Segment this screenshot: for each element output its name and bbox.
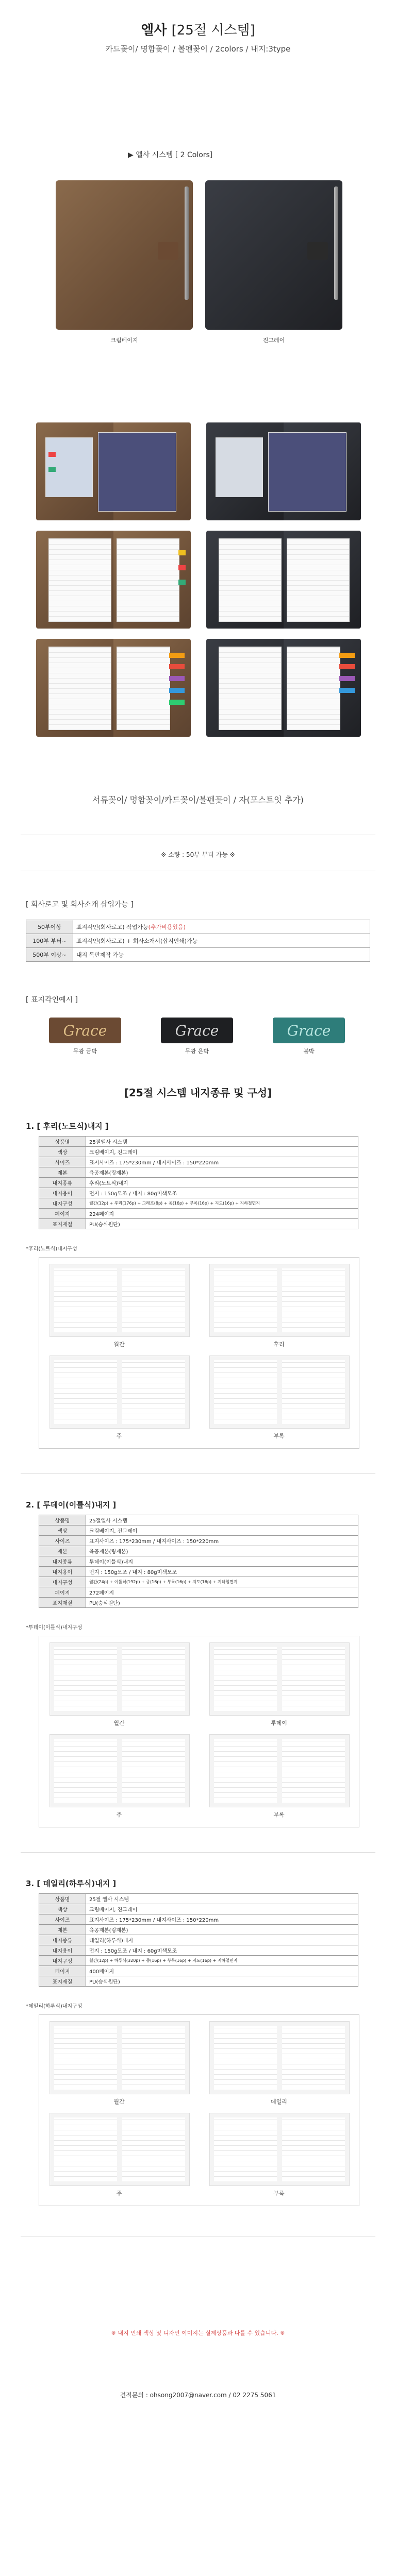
table-value: 25절엘사 시스템 (86, 1137, 358, 1147)
table-row (39, 1598, 358, 1608)
type-heading: 3. [ 데일리(하루식)내지 ] (26, 1879, 117, 1888)
planner-photo-beige (56, 180, 193, 330)
spec-table (39, 1893, 358, 1987)
table-key: 내지구성 (39, 1198, 86, 1209)
open-planner-photo (206, 531, 361, 629)
colors-section-label: ▶ 엘사 시스템 [ 2 Colors] (128, 151, 213, 159)
layout-sub-label: *투데이(이틀식)내지구성 (26, 1625, 82, 1631)
engrave-sample-silver: Grace (161, 1018, 233, 1043)
table-row (26, 948, 370, 962)
layout-preview-frame (39, 1636, 359, 1827)
table-key: 표지재질 (39, 1976, 86, 1987)
engrave-label: [ 표지각인예시 ] (26, 996, 78, 1004)
table-row (39, 1904, 358, 1914)
table-row (39, 1894, 358, 1904)
table-row (39, 1587, 358, 1598)
table-key: 상품명 (39, 1515, 86, 1526)
pen-image (334, 187, 338, 300)
logo-print-label: [ 회사로고 및 회사소개 삽입가능 ] (26, 901, 134, 909)
table-value: 육공제본(링제본) (86, 1167, 358, 1178)
table-key: 표지재질 (39, 1598, 86, 1608)
spec-table (39, 1515, 358, 1608)
engrave-caption: 무광 금박 (73, 1048, 97, 1055)
color-caption: 크림베이지 (110, 337, 138, 344)
table-value: 표지사이즈 : 175*230mm / 내지사이즈 : 150*220mm (86, 1536, 358, 1546)
table-value: 육공제본(링제본) (86, 1546, 358, 1556)
layout-caption: 투데이 (271, 1720, 287, 1726)
table-value: 후리(노트식)내지 (86, 1178, 358, 1188)
layout-caption: 월간 (113, 2098, 125, 2105)
table-row (39, 1567, 358, 1577)
open-planner-photo (36, 639, 191, 737)
table-row (39, 1147, 358, 1157)
table-row (39, 1577, 358, 1587)
inner-section-title: [25절 시스템 내지종류 및 구성] (124, 1087, 272, 1099)
layout-spread-appendix (209, 2113, 350, 2186)
layout-caption: 월간 (113, 1341, 125, 1348)
table-row (26, 920, 370, 934)
layout-sub-label: *후리(노트식)내지구성 (26, 1246, 77, 1252)
pen-image (185, 187, 189, 300)
planner-photo-gray (205, 180, 342, 330)
table-key: 사이즈 (39, 1536, 86, 1546)
table-key: 제본 (39, 1925, 86, 1935)
table-value: PU(승식원단) (86, 1598, 358, 1608)
table-key: 상품명 (39, 1894, 86, 1904)
table-key: 제본 (39, 1546, 86, 1556)
table-key: 내지종류 (39, 1935, 86, 1945)
table-key: 색상 (39, 1526, 86, 1536)
table-key: 색상 (39, 1147, 86, 1157)
table-key: 내지용이 (39, 1945, 86, 1956)
table-value: 데일리(하루식)내지 (86, 1935, 358, 1945)
strap-image (158, 242, 178, 260)
table-value: 표지사이즈 : 175*230mm / 내지사이즈 : 150*220mm (86, 1157, 358, 1167)
strap-image (307, 242, 328, 260)
open-planner-photo (36, 531, 191, 629)
table-row (39, 1178, 358, 1188)
table-key: 500부 이상~ (26, 948, 73, 962)
table-value: 크림베이지, 진그레이 (86, 1526, 358, 1536)
min-qty-text: ※ 소량 : 50부 부터 가능 ※ (161, 851, 235, 858)
table-value: 224페이지 (86, 1209, 358, 1219)
layout-caption: 부록 (273, 1811, 285, 1818)
layout-spread-monthly (50, 1264, 190, 1337)
table-row (39, 1546, 358, 1556)
table-row (39, 1188, 358, 1198)
table-value: 25절엘사 시스템 (86, 1515, 358, 1526)
engrave-caption: 무광 은박 (185, 1048, 209, 1055)
table-row (39, 1157, 358, 1167)
table-value: 표지사이즈 : 175*230mm / 내지사이즈 : 150*220mm (86, 1914, 358, 1925)
layout-spread-appendix (209, 1734, 350, 1807)
table-key: 제본 (39, 1167, 86, 1178)
layout-spread-monthly (50, 1642, 190, 1716)
table-value: 먼지 : 150g모조 / 내지 : 80g미색모조 (86, 1188, 358, 1198)
contact-text: 견적문의 : ohsong2007@naver.com / 02 2275 5061 (120, 2392, 276, 2399)
table-value: 25절 엘사 시스템 (86, 1894, 358, 1904)
page-title (0, 20, 396, 39)
layout-spread-weekly (50, 1734, 190, 1807)
table-row (39, 1219, 358, 1229)
table-value (73, 920, 370, 934)
table-row (39, 1515, 358, 1526)
table-value-note: (추가비용있음) (148, 924, 186, 930)
layout-caption: 주 (116, 1433, 122, 1439)
table-key: 내지구성 (39, 1577, 86, 1587)
table-value: 월간(12p) + 하루식(320p) + 종(16p) + 부록(16p) + 지도(16p) + 지하철면지 (86, 1956, 358, 1966)
table-key: 내지구성 (39, 1956, 86, 1966)
layout-spread-monthly (50, 2021, 190, 2094)
layout-spread-appendix (209, 1355, 350, 1429)
table-key: 색상 (39, 1904, 86, 1914)
table-row (39, 1556, 358, 1567)
table-key: 내지용이 (39, 1567, 86, 1577)
product-name: 엘사 (141, 23, 167, 38)
table-row (39, 1526, 358, 1536)
table-row (39, 1209, 358, 1219)
table-key: 페이지 (39, 1587, 86, 1598)
table-value: 크림베이지, 진그레이 (86, 1904, 358, 1914)
table-value: 월간(12p) + 후리(176p) + 그래프(8p) + 종(16p) + 부록(16p) + 지도(16p) + 지하철면지 (86, 1198, 358, 1209)
open-planner-photo (206, 422, 361, 520)
logo-print-table (26, 920, 370, 962)
table-value: 먼지 : 150g모조 / 내지 : 60g미색모조 (86, 1945, 358, 1956)
layout-preview-frame (39, 1257, 359, 1449)
table-row (39, 1976, 358, 1987)
layout-sub-label: *데일리(하루식)내지구성 (26, 2004, 82, 2009)
table-key: 상품명 (39, 1137, 86, 1147)
table-row (39, 1935, 358, 1945)
table-value: PU(승식원단) (86, 1976, 358, 1987)
type-heading: 1. [ 후리(노트식)내지 ] (26, 1122, 109, 1131)
layout-spread-weekly (50, 2113, 190, 2186)
table-value: 육공제본(링제본) (86, 1925, 358, 1935)
open-planner-photo (36, 422, 191, 520)
layout-caption: 부록 (273, 2190, 285, 2197)
table-value: 표지각인(회사로고) 작업가능 (76, 924, 148, 930)
type-heading: 2. [ 투데이(이틀식)내지 ] (26, 1500, 117, 1510)
layout-spread-weekly (50, 1355, 190, 1429)
open-planner-photo (206, 639, 361, 737)
table-row (26, 934, 370, 948)
table-value: PU(승식원단) (86, 1219, 358, 1229)
table-row (39, 1536, 358, 1546)
product-size: [25절 시스템] (171, 23, 255, 38)
layout-caption: 데일리 (271, 2098, 287, 2105)
engrave-caption: 불박 (303, 1048, 315, 1055)
layout-spread-daily (209, 2021, 350, 2094)
table-row (39, 1914, 358, 1925)
page-subtitle: 카드꽂이/ 명함꽂이 / 볼펜꽂이 / 2colors / 내지:3type (105, 44, 291, 54)
table-row (39, 1198, 358, 1209)
layout-caption: 주 (116, 2190, 122, 2197)
table-row (39, 1137, 358, 1147)
layout-caption: 월간 (113, 1720, 125, 1726)
table-key: 내지종류 (39, 1556, 86, 1567)
table-key: 페이지 (39, 1209, 86, 1219)
table-key: 사이즈 (39, 1914, 86, 1925)
spec-table (39, 1136, 358, 1229)
table-value: 크림베이지, 진그레이 (86, 1147, 358, 1157)
table-key: 내지용이 (39, 1188, 86, 1198)
table-key: 표지재질 (39, 1219, 86, 1229)
table-key: 50부이상 (26, 920, 73, 934)
notice-text: ※ 내지 인쇄 색상 및 디자인 이미지는 실제상품과 다를 수 있습니다. ※ (111, 2330, 285, 2336)
layout-caption: 후리 (273, 1341, 285, 1348)
table-row (39, 1945, 358, 1956)
table-key: 내지종류 (39, 1178, 86, 1188)
layout-caption: 부록 (273, 1433, 285, 1439)
engrave-sample-gold: Grace (49, 1018, 121, 1043)
table-row (39, 1966, 358, 1976)
table-row (39, 1956, 358, 1966)
table-key: 페이지 (39, 1966, 86, 1976)
table-value: 400페이지 (86, 1966, 358, 1976)
engrave-sample-emboss: Grace (273, 1018, 345, 1043)
table-value: 먼지 : 150g모조 / 내지 : 80g미색모조 (86, 1567, 358, 1577)
table-key: 사이즈 (39, 1157, 86, 1167)
layout-spread-note (209, 1264, 350, 1337)
table-key: 100부 부터~ (26, 934, 73, 948)
table-row (39, 1167, 358, 1178)
color-caption: 진그레이 (262, 337, 285, 344)
table-value: 월간(24p) + 이틀식(192p) + 종(16p) + 부록(16p) + 지도(16p) + 지하철면지 (86, 1577, 358, 1587)
table-value: 272페이지 (86, 1587, 358, 1598)
layout-caption: 주 (116, 1811, 122, 1818)
layout-preview-frame (39, 2014, 359, 2206)
table-value: 투데이(이틀식)내지 (86, 1556, 358, 1567)
table-value: 내지 독판제작 가능 (73, 948, 370, 962)
layout-spread-today (209, 1642, 350, 1716)
features-line: 서류꽂이/ 명함꽂이/카드꽂이/볼펜꽂이 / 자(포스트잇 추가) (92, 795, 304, 805)
table-value: 표지각인(회사로고) + 회사소개서(삽지인쇄)가능 (73, 934, 370, 948)
table-row (39, 1925, 358, 1935)
